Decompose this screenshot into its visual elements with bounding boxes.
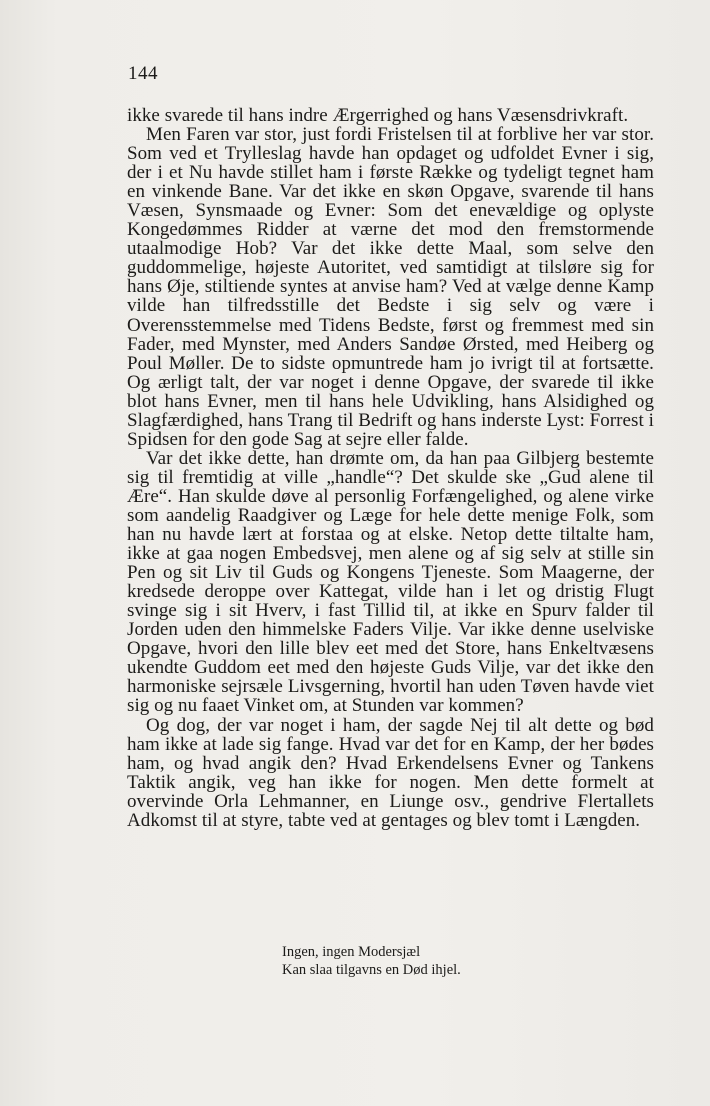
verse-quote	[282, 943, 461, 979]
paragraph: Men Faren var stor, just fordi Fristelsen til at forblive her var stor. Som ved et Trylleslag havde han opdaget og udfoldet Evner i sig, der i et Nu havde stillet ham i første Række og tydeligt tegnet ham en vinkende Bane. Var det ikke en skøn Opgave, svarende til hans Væsen, Synsmaade og Evner: Som det enevældige og oplyste Kongedømmes Ridder at værne det mod den fremstormende utaalmodige Hob? Var det ikke dette Maal, som selve den guddommelige, højeste Autoritet, ved samtidigt at tilsløre sig for hans Øje, stiltiende syntes at anvise ham? Ved at vælge denne Kamp vilde han tilfredsstille det Bedste i sig selv og være i Overensstemmelse med Tidens Bedste, først og fremmest med sin Fader, med Mynster, med Anders Sandøe Ørsted, med Heiberg og Poul Møller. De to sidste opmuntrede ham jo ivrigt til at fortsætte. Og ærligt talt, der var noget i denne Opgave, der svarede til ikke blot hans Evner, men til hans hele Udvikling, hans Alsidighed og Slagfærdighed, hans Trang til Bedrift og hans inderste Lyst: Forrest i Spidsen for den gode Sag at sejre eller falde.	[127, 124, 654, 450]
verse-line: Ingen, ingen Modersjæl	[282, 944, 421, 960]
verse-line: Kan slaa tilgavns en Død ihjel.	[282, 962, 461, 978]
page-number: 144	[128, 63, 158, 84]
body-text	[127, 106, 654, 830]
paragraph-continued: ikke svarede til hans indre Ærgerrighed og hans Væsensdrivkraft.	[127, 105, 629, 126]
paragraph: Og dog, der var noget i ham, der sagde Nej til alt dette og bød ham ikke at lade sig fange. Hvad var det for en Kamp, der her bødes ham, og hvad angik den? Hvad Erkendelsens Evner og Tankens Taktik angik, veg han ikke for nogen. Men dette formelt at overvinde Orla Lehmanner, en Liunge osv., gendrive Flertallets Adkomst til at styre, tabte ved at gentages og blev tomt i Længden.	[127, 714, 654, 831]
paragraph: Var det ikke dette, han drømte om, da han paa Gilbjerg bestemte sig til fremtidig at ville „handle“? Det skulde ske „Gud alene til Ære“. Han skulde døve al personlig Forfængelighed, og alene virke som aandelig Raadgiver og Læge for hele dette menige Folk, som han nu havde lært at forstaa og at elske. Netop dette tiltalte ham, ikke at gaa nogen Embedsvej, men alene og af sig selv at stille sin Pen og sit Liv til Guds og Kongens Tjeneste. Som Maagerne, der kredsede deroppe over Kattegat, vilde han i let og dristig Flugt svinge sig i sit Hverv, i fast Tillid til, at ikke en Spurv falder til Jorden uden den himmelske Faders Vilje. Var ikke denne uselviske Opgave, hvori den lille blev eet med det Store, hans Enkeltvæsens ukendte Guddom eet med den højeste Guds Vilje, var det ikke den harmoniske sejrsæle Livsgerning, hvortil han uden Tøven havde viet sig og nu faaet Vinket om, at Stunden var kommen?	[127, 447, 654, 717]
